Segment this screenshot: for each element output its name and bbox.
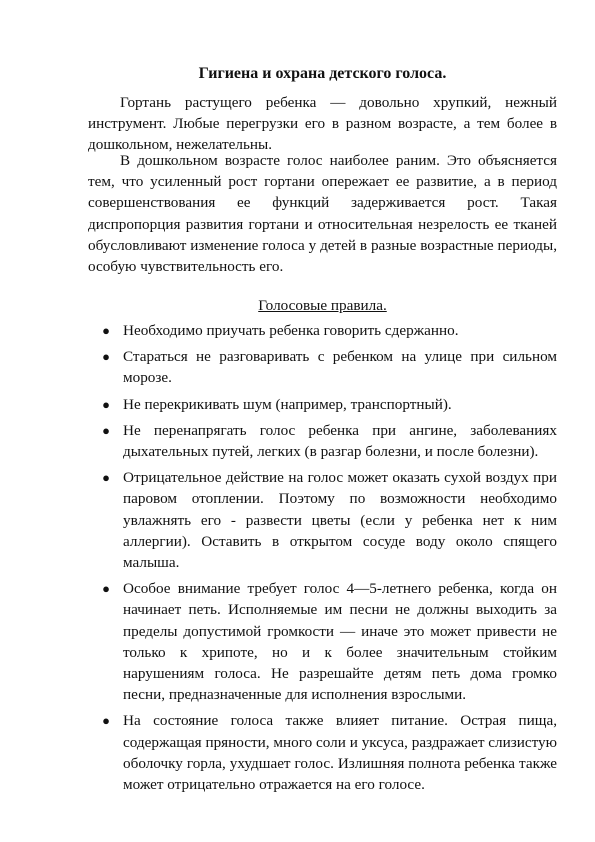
list-item-text: Необходимо приучать ребенка говорить сдержанно. <box>123 322 459 339</box>
list-item-text: Не перекрикивать шум (например, транспортный). <box>123 395 452 413</box>
list-item-text: Не перенапрягать голос ребенка при ангине, заболеваниях дыхательных путей, легких (в разгар болезни, и после болезни). <box>123 421 557 461</box>
body-paragraph: В дошкольном возрасте голос наиболее раним. Это объясняется тем, что усиленный рост гортани опережает ее развитие, а в период совершенствования ее функций задерживается рост. Такая диспропорция развития гортани и относительная незрелость ее тканей обусловливают изменение голоса у детей в разные возрастные периоды, особую чувствительность его. <box>88 152 557 276</box>
document-title: Гигиена и охрана детского голоса. <box>198 65 447 82</box>
list-item <box>98 320 557 341</box>
list-item <box>98 420 557 462</box>
list-item-text: Особое внимание требует голос 4—5-летнего ребенка, когда он начинает петь. Исполняемые им песни не должны выходить за пределы допустимой громкости — иначе это может привести не только к хрипоте, но и к более значительным стойким нарушениям голоса. Не разрешайте детям петь дома громко песни, предназначенные для исполнения взрослыми. <box>123 580 557 704</box>
section-title: Голосовые правила. <box>258 297 387 314</box>
list-item <box>98 394 557 415</box>
bullet-icon: ● <box>102 349 110 365</box>
list-item-text: На состояние голоса также влияет питание. Острая пища, содержащая пряности, много соли и уксуса, раздражает слизистую оболочку горла, ухудшает голос. Излишняя полнота ребенка также может отрицательно отражается на его голосе. <box>123 712 557 794</box>
bullet-icon: ● <box>102 581 110 597</box>
list-item <box>98 467 557 573</box>
list-item-text: Отрицательное действие на голос может оказать сухой воздух при паровом отоплении. Поэтому по возможности необходимо увлажнять его - развести цветы (если у ребенка нет к ним аллергии). Оставить в открытом сосуде воду около спящего малыша. <box>123 469 557 572</box>
intro-paragraph: Гортань растущего ребенка — довольно хрупкий, нежный инструмент. Любые перегрузки его в разном возрасте, а тем более в дошкольном, нежелательны. <box>88 94 557 154</box>
bullet-icon: ● <box>102 323 110 338</box>
bullet-icon: ● <box>102 713 110 729</box>
list-item <box>98 578 557 705</box>
bullet-icon: ● <box>102 470 110 486</box>
bullet-icon: ● <box>102 396 110 412</box>
rules-list <box>98 320 557 800</box>
list-item-text: Стараться не разговаривать с ребенком на улице при сильном морозе. <box>123 348 557 387</box>
list-item <box>98 710 557 795</box>
bullet-icon: ● <box>102 422 110 438</box>
list-item <box>98 346 557 388</box>
